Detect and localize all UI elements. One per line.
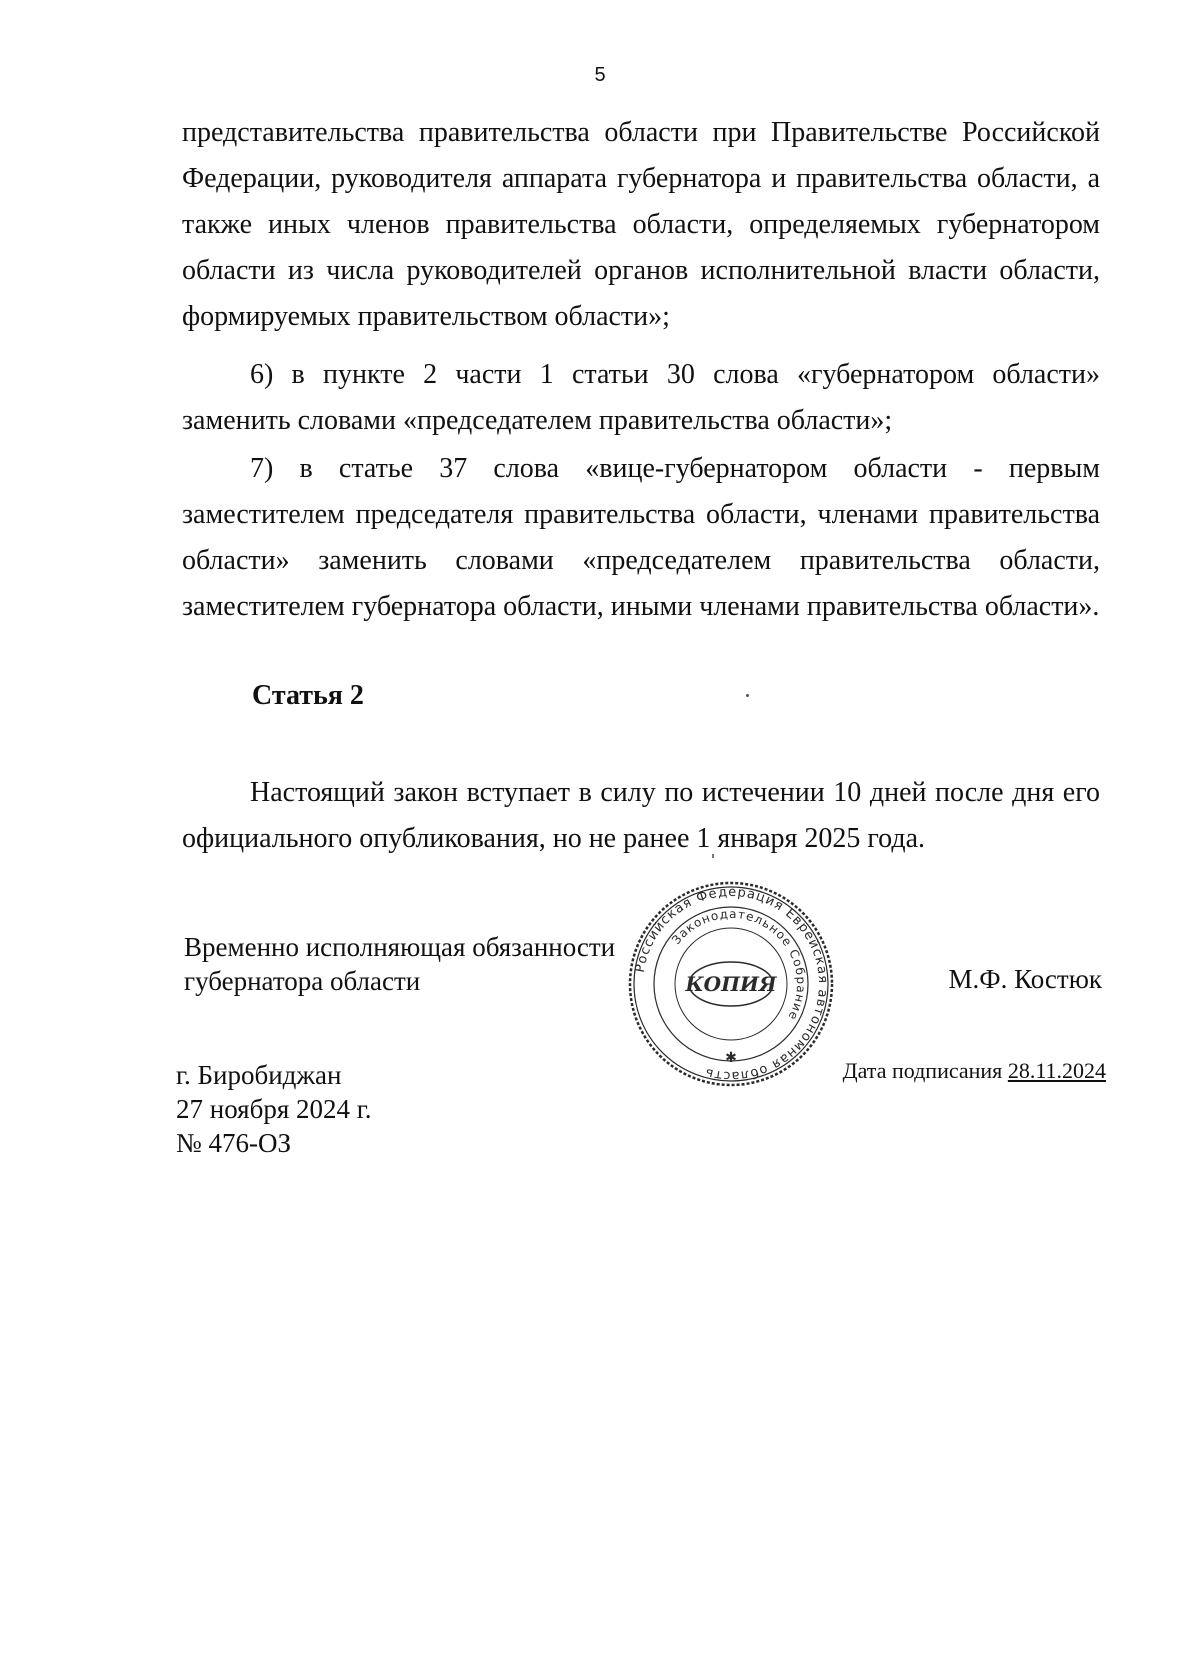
official-seal-stamp <box>627 880 835 1088</box>
stamp-outer-text: Российская Федерация Еврейская автономная область <box>632 884 831 1084</box>
scan-speck <box>746 694 749 697</box>
signing-date <box>843 1058 1106 1084</box>
signer-title-line: губернатора области <box>184 966 421 996</box>
law-date: 27 ноября 2024 г. <box>176 1094 372 1124</box>
article-heading: Статья 2 <box>252 680 364 711</box>
paragraph-text: 7) в статье 37 слова «вице-губернатором области - первым заместителем председателя правительства области, членами правительства области» заменить словами «председателем правительства области, заместителем губернатора области, иными членами правительства области». <box>182 453 1100 622</box>
paragraph-item-6 <box>182 352 1100 444</box>
signing-date-value: 28.11.2024 <box>1007 1058 1106 1083</box>
signing-date-label: Дата подписания <box>842 1058 1003 1083</box>
law-number: № 476-ОЗ <box>176 1128 292 1158</box>
page-number: 5 <box>594 64 606 86</box>
paragraph-text: 6) в пункте 2 части 1 статьи 30 слова «губернатором области» заменить словами «председателем правительства области»; <box>182 359 1100 436</box>
signer-title-line: Временно исполняющая обязанности <box>184 932 616 962</box>
stamp-center-word: КОПИЯ <box>685 972 777 996</box>
stamp-inner-text: Законодательное Собрание <box>669 906 809 1024</box>
signer-title <box>184 930 615 998</box>
paragraph-text: Настоящий закон вступает в силу по истечении 10 дней после дня его официального опубликования, но не ранее 1 января 2025 года. <box>182 777 1100 854</box>
city: г. Биробиджан <box>176 1060 342 1090</box>
paragraph-text: представительства правительства области при Правительстве Российской Федерации, руководителя аппарата губернатора и правительства области, а также иных членов правительства области, определяемых губернатором области из числа руководителей органов исполнительной власти области, формируемых правительством области»; <box>182 117 1100 332</box>
paragraph-item-7 <box>182 446 1100 630</box>
paragraph-effective-date <box>182 770 1100 862</box>
scan-speck <box>712 854 714 858</box>
signer-name: М.Ф. Костюк <box>948 964 1102 994</box>
place-date-number-block <box>176 1058 372 1160</box>
paragraph-continuation <box>182 110 1100 340</box>
star-icon: ✱ <box>725 1051 737 1066</box>
